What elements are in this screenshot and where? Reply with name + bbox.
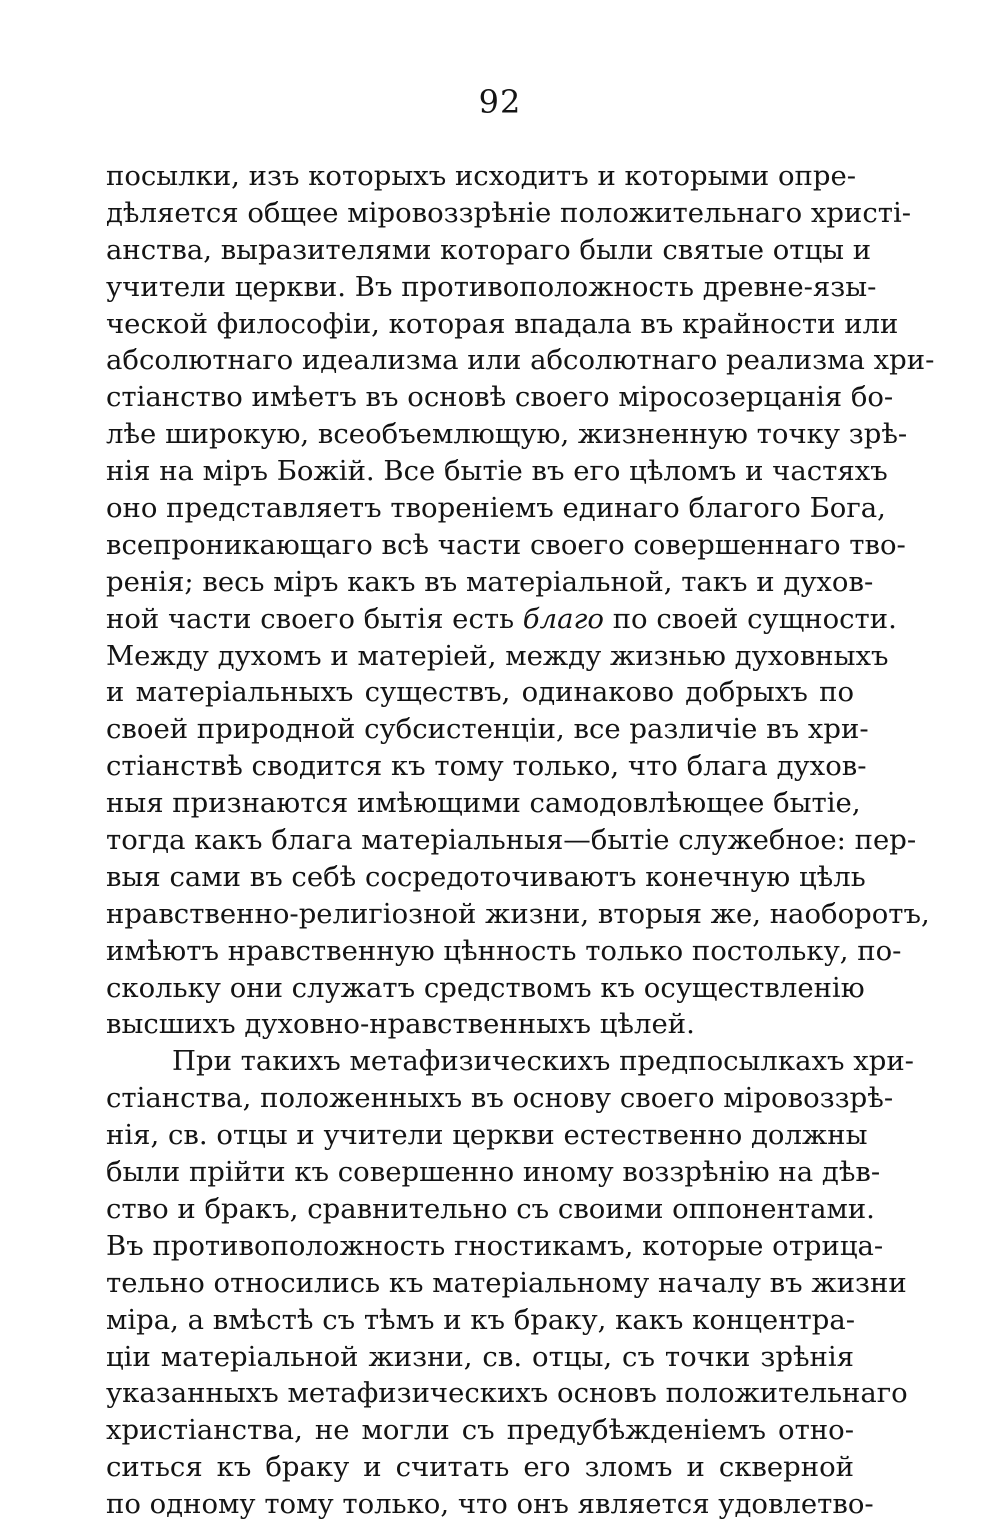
text-line: тельно относились къ матеріальному началу въ жизни [106,1266,907,1299]
text-line: выя сами въ себѣ сосредоточиваютъ конечную цѣль [106,860,866,893]
text-line: тогда какъ блага матеріальныя—бытіе служебное: пер- [106,824,917,857]
text-line: ство и бракъ, сравнительно съ своими оппонентами. [106,1192,875,1225]
text-line: лѣе широкую, всеобъемлющую, жизненную точку зрѣ- [106,418,908,451]
paragraph-last-line: высшихъ духовно-нравственныхъ цѣлей. [106,1008,695,1041]
text-line: стіанствѣ сводится къ тому только, что блага духов- [106,750,867,783]
text-line: міра, а вмѣстѣ съ тѣмъ и къ браку, какъ концентра- [106,1303,856,1336]
text-segment: ной части своего бытія есть [106,602,523,635]
text-line: нія, св. отцы и учители церкви естественно должны [106,1119,868,1152]
text-line-with-italic [106,601,897,638]
text-line: и матеріальныхъ существъ, одинаково добрыхъ по [106,676,854,709]
text-line: Въ противоположность гностикамъ, которые отрица- [106,1229,884,1262]
text-line: учители церкви. Въ противоположность древне-язы- [106,270,877,303]
text-line: посылки, изъ которыхъ исходитъ и которыми опре- [106,160,857,192]
text-line: абсолютнаго идеализма или абсолютнаго реализма хри- [106,344,935,377]
text-line: анства, выразителями котораго были святые отцы и [106,233,872,266]
text-line: имѣютъ нравственную цѣнность только постольку, по- [106,934,902,967]
text-line: ныя признаются имѣющими самодовлѣющее бытіе, [106,787,861,820]
italic-word: благо [522,602,604,635]
text-segment: по своей сущности. [603,602,897,635]
text-line: Между духомъ и матеріей, между жизнью духовныхъ [106,639,889,672]
text-line: ренія; весь міръ какъ въ матеріальной, такъ и духов- [106,565,874,598]
text-line: указанныхъ метафизическихъ основъ положительнаго [106,1377,908,1410]
text-line: скольку они служатъ средствомъ къ осуществленію [106,971,865,1004]
text-line: христіанства, не могли съ предубѣжденіемъ отно- [106,1414,854,1447]
text-line: оно представляетъ твореніемъ единаго благого Бога, [106,492,886,525]
text-line: ситься къ браку и считать его зломъ и скверной [106,1451,854,1484]
text-line: ческой философіи, которая впадала въ крайности или [106,307,899,340]
text-line: всепроникающаго всѣ части своего совершеннаго тво- [106,528,906,561]
page-number: 92 [478,83,522,121]
text-line: нія на міръ Божій. Все бытіе въ его цѣломъ и частяхъ [106,455,888,488]
text-line: по одному тому только, что онъ является удовлетво- [106,1488,874,1521]
text-line: дѣляется общее міровоззрѣніе положительнаго христі- [106,196,912,229]
text-line: ціи матеріальной жизни, св. отцы, съ точки зрѣнія [106,1340,854,1373]
text-line: стіанство имѣетъ въ основѣ своего міросозерцанія бо- [106,381,894,414]
page-text [106,158,935,1523]
text-line: стіанства, положенныхъ въ основу своего міровоззрѣ- [106,1082,894,1115]
text-line: нравственно-религіозной жизни, вторыя же, наоборотъ, [106,897,930,930]
paragraph-first-line: При такихъ метафизическихъ предпосылкахъ хри- [172,1045,914,1078]
text-line: были прійти къ совершенно иному воззрѣнію на дѣв- [106,1156,881,1189]
text-line: своей природной субсистенціи, все различіе въ хри- [106,713,869,746]
